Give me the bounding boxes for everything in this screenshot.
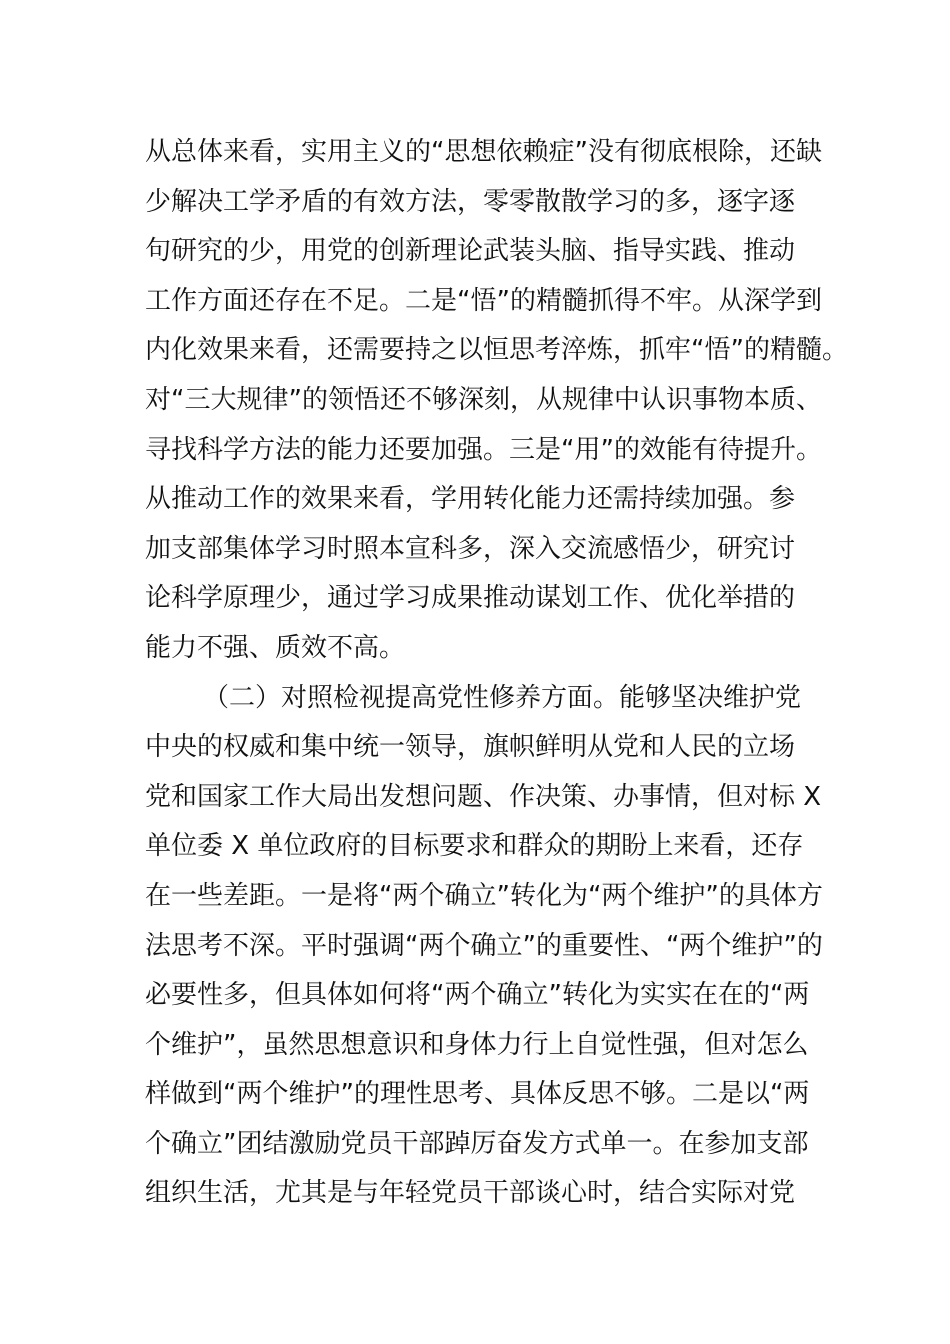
text-line: 在一些差距。一是将“两个确立”转化为“两个维护”的具体方: [145, 880, 823, 911]
text-line: 对“三大规律”的领悟还不够深刻，从规律中认识事物本质、: [145, 384, 822, 415]
text-line: 加支部集体学习时照本宣科多，深入交流感悟少，研究讨: [145, 533, 796, 564]
text-line: 单位委 X 单位政府的目标要求和群众的期盼上来看，还存: [145, 831, 804, 862]
text-line: 党和国家工作大局出发想问题、作决策、办事情，但对标 X: [145, 781, 822, 812]
text-line: 个确立”团结激励党员干部踔厉奋发方式单一。在参加支部: [145, 1128, 809, 1159]
text-line: 寻找科学方法的能力还要加强。三是“用”的效能有待提升。: [145, 434, 822, 465]
text-line: 组织生活，尤其是与年轻党员干部谈心时，结合实际对党: [145, 1178, 796, 1209]
text-line: 法思考不深。平时强调“两个确立”的重要性、“两个维护”的: [145, 930, 823, 961]
body-text: [145, 128, 848, 1219]
text-line: 内化效果来看，还需要持之以恒思考淬炼，抓牢“悟”的精髓。: [145, 335, 848, 366]
text-line: 样做到“两个维护”的理性思考、具体反思不够。二是以“两: [145, 1079, 810, 1110]
text-line: 从推动工作的效果来看，学用转化能力还需持续加强。参: [145, 484, 796, 515]
text-line: 论科学原理少，通过学习成果推动谋划工作、优化举措的: [145, 583, 796, 614]
text-line: 从总体来看，实用主义的“思想依赖症”没有彻底根除，还缺: [145, 137, 822, 167]
text-line: 能力不强、质效不高。: [145, 632, 406, 663]
text-line: 少解决工学矛盾的有效方法，零零散散学习的多，逐字逐: [145, 186, 796, 217]
text-line: 个维护”，虽然思想意识和身体力行上自觉性强，但对怎么: [145, 1029, 809, 1060]
text-line: 必要性多，但具体如何将“两个确立”转化为实实在在的“两: [145, 980, 810, 1011]
text-line: 句研究的少，用党的创新理论武装头脑、指导实践、推动: [145, 236, 796, 267]
text-line: 中央的权威和集中统一领导，旗帜鲜明从党和人民的立场: [145, 732, 796, 763]
section-heading-line: （二）对照检视提高党性修养方面。能够坚决维护党: [203, 682, 802, 713]
text-line: 工作方面还存在不足。二是“悟”的精髓抓得不牢。从深学到: [145, 285, 822, 316]
